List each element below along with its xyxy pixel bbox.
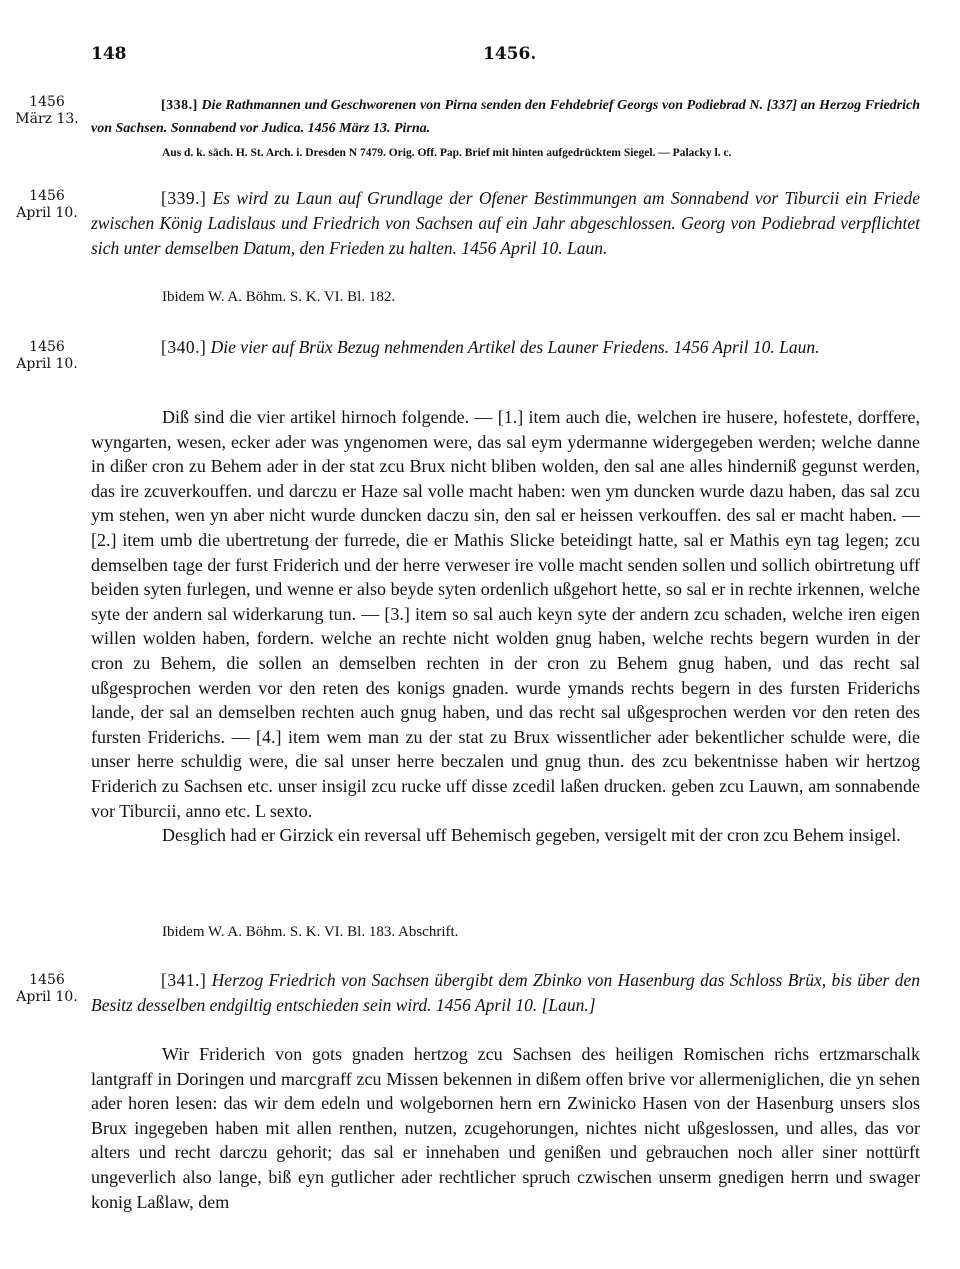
entry-heading-text: Die Rathmannen und Geschworenen von Pirna senden den Fehdebrief Georgs von Podiebrad N. [337] an Herzog Friedrich von Sachsen. Sonnabend vor Judica. 1456 März 13. Pirna. (91, 98, 921, 136)
body-paragraph: Wir Friderich von gots gnaden hertzog zcu Sachsen des heiligen Romischen richs ertzmarschalk lantgraff in Doringen und marcgraff zcu Missen bekennen in dißem offen brive vor allermeniglichen, die yn sehen ader horen lesen: das wir dem edeln und wolgebornen hern ern Zwinicko Hasen von der Hasenburg unsers slos Brux ingegeben haben mit allen renthen, nutzen, zcugehorungen, nichtes nicht ußgeslossen, und alles, das vor alters und recht darczu gehorit; das sal er innehaben und genißen und gebrauchen noch aller siner nottürft ungeverlich also lange, biß eyn gutlicher ader rechtlicher spruch czwischen unserm gnedigen herrn und swager konig Laßlaw, dem (91, 1044, 920, 1212)
document-body (91, 405, 920, 848)
entry-heading (91, 968, 920, 1018)
entry-heading (91, 94, 920, 140)
source-note: Ibidem W. A. Böhm. S. K. VI. Bl. 182. (162, 289, 396, 305)
entry-heading-text: Die vier auf Brüx Bezug nehmenden Artikel des Launer Friedens. 1456 April 10. Laun. (210, 337, 820, 357)
entry-number: [341.] (161, 970, 207, 990)
entry-number: [340.] (161, 337, 207, 357)
entry-number: [338.] (161, 98, 198, 113)
body-paragraph: Desglich had er Girzick ein reversal uff Behemisch gegeben, versigelt mit der cron zcu Behem insigel. (162, 825, 901, 846)
entry-heading-text: Es wird zu Laun auf Grundlage der Ofener Bestimmungen am Sonnabend vor Tiburcii ein Friede zwischen König Ladislaus und Friedrich von Sachsen auf ein Jahr abgeschlossen. Georg von Podiebrad verpflichtet sich unter demselben Datum, den Frieden zu halten. 1456 April 10. Laun. (91, 188, 920, 258)
entry-heading (91, 335, 920, 360)
margin-date: 1456 April 10. (16, 972, 78, 1005)
running-head: 1456. (483, 44, 537, 64)
source-note: Ibidem W. A. Böhm. S. K. VI. Bl. 183. Abschrift. (162, 924, 459, 940)
source-note: Aus d. k. sāch. H. St. Arch. i. Dresden N 7479. Orig. Off. Pap. Brief mit hinten aufgedrücktem Siegel. — Palacky l. c. (162, 147, 732, 159)
document-body (91, 1042, 920, 1214)
margin-date: 1456 April 10. (16, 339, 78, 372)
page-number: 148 (91, 44, 127, 64)
entry-heading (91, 186, 920, 261)
margin-date: 1456 März 13. (15, 94, 79, 127)
entry-heading-text: Herzog Friedrich von Sachsen übergibt dem Zbinko von Hasenburg das Schloss Brüx, bis über den Besitz desselben endgiltig entschieden sein wird. 1456 April 10. [Laun.] (91, 970, 921, 1015)
margin-date: 1456 April 10. (16, 188, 78, 221)
body-paragraph: Diß sind die vier artikel hirnoch folgende. — [1.] item auch die, welchen ire husere, hofestete, dorffere, wyngarten, wesen, ecker ader was yngenomen were, das sal eym ydermanne widergegeben werden; welche danne in dißer cron zu Behem ader in der stat zcu Brux nicht bliben wolden, den sal ane alles hinderniß gegunst werden, das ire zcuverkouffen. und darczu er Haze sal volle macht haben: wen ym duncken wurde dazu haben, das sal zcu ym stehen, wen yn aber nicht wurde duncken daczu sin, den sal er heissen verkouffen. des sal er macht haben. — [2.] item umb die ubertretung der furrede, die er Mathis Slicke beteidingt hatte, sal er Mathis eyn tag legen; zcu demselben tage der furst Friderich und der herre verweser ire volle macht senden sollen und sollich obirtretung uff beiden syten furlegen, und wenne er also beyde syten ordenlich ußgehort hette, so sal er in rechte irkennen, welche syte der andern sal widerkarung tun. — [3.] item so sal auch keyn syte der andern zcu schaden, welche iren eigen willen wolden haben, fordern. welche an rechte nicht wolden gnug haben, welche rechts begern wurden in der cron zu Behem, die sollen an demselben rechten in der cron zu Behem gnug haben, und das recht sal ußgesprochen werden vor den reten des konigs gnaden. wurde ymands rechts begern in des fursten Friderichs lande, der sal an demselben rechten auch gnug haben, und das recht sal ußgesprochen werden vor den reten des fursten Friderichs. — [4.] item wem man zu der stat zu Brux wissentlicher ader bekentlicher schulde were, die unser herre schuldig were, die sal unser herre beczalen und gnug thun. des zcu bekentnisse haben wir hertzog Friderich zu Sachsen etc. unser insigil zcu rucke uff disse zcedil laßen drucken. geben zcu Lauwn, am sonnabende vor Tiburcii, anno etc. L sexto. (91, 407, 920, 821)
entry-number: [339.] (161, 188, 207, 208)
